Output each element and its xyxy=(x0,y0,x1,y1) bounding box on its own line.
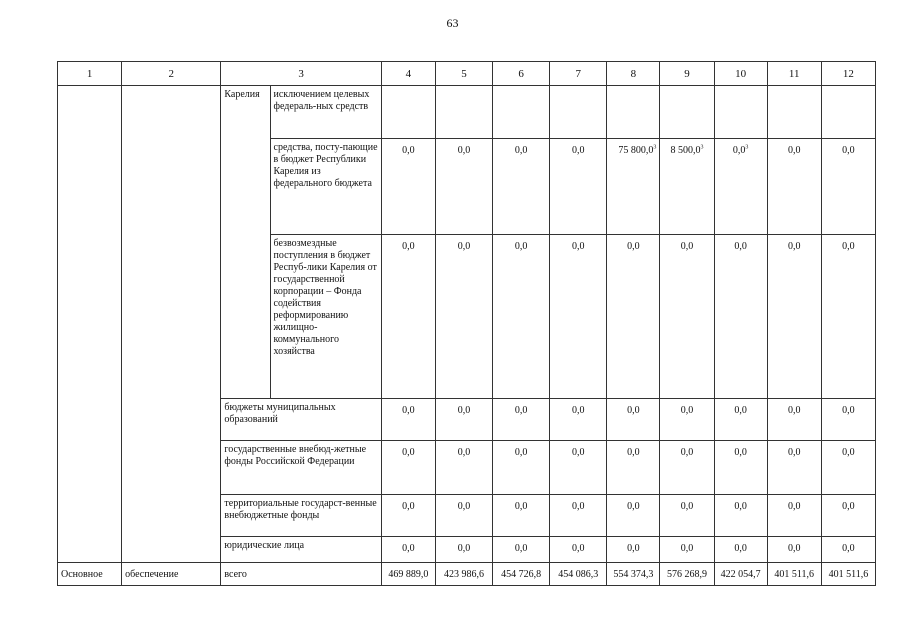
value-text: 0,0 xyxy=(732,145,746,156)
total-row xyxy=(58,563,876,586)
value-cell: 0,0 xyxy=(821,235,875,399)
header-cell: 5 xyxy=(435,62,492,86)
total-value: 576 268,9 xyxy=(660,563,714,586)
source-label: бюджеты муниципальных образований xyxy=(221,399,381,441)
header-cell: 7 xyxy=(550,62,607,86)
footnote-mark: 3 xyxy=(745,144,749,151)
total-value: 423 986,6 xyxy=(435,563,492,586)
value-cell: 0,0 xyxy=(767,441,821,495)
value-cell xyxy=(493,86,550,139)
value-cell xyxy=(435,86,492,139)
value-cell xyxy=(821,86,875,139)
value-cell: 0,0 xyxy=(660,441,714,495)
value-cell: 0,0 xyxy=(821,495,875,537)
value-cell: 0,0 xyxy=(607,495,660,537)
value-cell: 0,0 xyxy=(607,441,660,495)
value-cell: 0,0 xyxy=(381,537,435,563)
total-value: 401 511,6 xyxy=(767,563,821,586)
col1-cell xyxy=(58,86,122,563)
value-cell: 0,0 xyxy=(435,139,492,235)
value-cell xyxy=(381,86,435,139)
header-cell: 3 xyxy=(221,62,381,86)
value-cell: 0,0 xyxy=(767,235,821,399)
value-cell: 0,0 xyxy=(821,537,875,563)
value-cell: 0,0 xyxy=(493,235,550,399)
value-cell: 0,0 xyxy=(767,495,821,537)
value-cell: 0,0 xyxy=(714,399,767,441)
value-cell: 0,0 xyxy=(435,399,492,441)
value-cell: 0,0 xyxy=(714,235,767,399)
value-cell xyxy=(714,86,767,139)
value-cell: 0,0 xyxy=(607,399,660,441)
value-cell xyxy=(550,86,607,139)
value-cell: 0,0 xyxy=(435,235,492,399)
value-cell: 0,0 xyxy=(493,399,550,441)
source-label: юридические лица xyxy=(221,537,381,563)
total-value: 554 374,3 xyxy=(607,563,660,586)
source-label: средства, посту-пающие в бюджет Республики Карелия из федерального бюджета xyxy=(270,139,381,235)
table-row xyxy=(58,86,876,139)
value-cell xyxy=(767,86,821,139)
total-label: всего xyxy=(221,563,381,586)
value-cell: 0,0 xyxy=(550,495,607,537)
value-cell: 0,0 xyxy=(767,399,821,441)
total-value: 401 511,6 xyxy=(821,563,875,586)
value-cell: 0,0 xyxy=(714,441,767,495)
value-cell xyxy=(660,86,714,139)
header-cell: 1 xyxy=(58,62,122,86)
value-cell: 0,0 xyxy=(714,495,767,537)
value-cell xyxy=(714,139,767,235)
value-cell: 0,0 xyxy=(435,495,492,537)
value-cell: 0,0 xyxy=(493,495,550,537)
region-cell: Карелия xyxy=(221,86,270,399)
value-cell: 0,0 xyxy=(821,399,875,441)
source-label: безвозмездные поступления в бюджет Респуб-лики Карелия от государственной корпорации – Фонда содействия реформированию жилищно-коммунального хозяйства xyxy=(270,235,381,399)
value-cell: 0,0 xyxy=(381,235,435,399)
value-cell: 0,0 xyxy=(767,139,821,235)
header-cell: 10 xyxy=(714,62,767,86)
source-label: территориальные государст-венные внебюджетные фонды xyxy=(221,495,381,537)
value-cell: 0,0 xyxy=(493,139,550,235)
total-value: 469 889,0 xyxy=(381,563,435,586)
header-cell: 6 xyxy=(493,62,550,86)
total-value: 454 086,3 xyxy=(550,563,607,586)
value-cell: 0,0 xyxy=(550,235,607,399)
value-cell: 0,0 xyxy=(493,537,550,563)
value-cell: 0,0 xyxy=(550,441,607,495)
value-cell: 0,0 xyxy=(767,537,821,563)
col2-cell xyxy=(122,86,221,563)
total-value: 454 726,8 xyxy=(493,563,550,586)
total-col1: Основное xyxy=(58,563,122,586)
value-cell: 0,0 xyxy=(381,399,435,441)
value-cell: 0,0 xyxy=(821,139,875,235)
value-cell: 0,0 xyxy=(381,441,435,495)
total-value: 422 054,7 xyxy=(714,563,767,586)
value-cell: 0,0 xyxy=(435,441,492,495)
header-cell: 12 xyxy=(821,62,875,86)
value-cell: 0,0 xyxy=(607,235,660,399)
value-cell: 0,0 xyxy=(660,235,714,399)
value-cell: 0,0 xyxy=(607,537,660,563)
value-cell: 0,0 xyxy=(493,441,550,495)
value-cell: 0,0 xyxy=(550,537,607,563)
value-cell: 0,0 xyxy=(550,399,607,441)
value-cell: 0,0 xyxy=(381,139,435,235)
value-text: 8 500,0 xyxy=(670,145,701,156)
source-label: государственные внебюд-жетные фонды Российской Федерации xyxy=(221,441,381,495)
header-cell: 8 xyxy=(607,62,660,86)
header-cell: 2 xyxy=(122,62,221,86)
value-cell: 0,0 xyxy=(660,537,714,563)
value-cell: 0,0 xyxy=(660,495,714,537)
value-cell: 0,0 xyxy=(381,495,435,537)
value-cell: 0,0 xyxy=(435,537,492,563)
total-col2: обеспечение xyxy=(122,563,221,586)
header-cell: 9 xyxy=(660,62,714,86)
value-text: 75 800,0 xyxy=(618,145,654,156)
value-cell: 0,0 xyxy=(550,139,607,235)
value-cell xyxy=(660,139,714,235)
value-cell: 0,0 xyxy=(714,537,767,563)
footnote-mark: 3 xyxy=(653,144,657,151)
header-cell: 11 xyxy=(767,62,821,86)
value-cell: 0,0 xyxy=(821,441,875,495)
value-cell xyxy=(607,86,660,139)
budget-table xyxy=(57,61,876,586)
value-cell xyxy=(607,139,660,235)
header-row xyxy=(58,62,876,86)
page-number: 63 xyxy=(446,16,459,30)
footnote-mark: 3 xyxy=(700,144,704,151)
source-label: исключением целевых федераль-ных средств xyxy=(270,86,381,139)
value-cell: 0,0 xyxy=(660,399,714,441)
header-cell: 4 xyxy=(381,62,435,86)
